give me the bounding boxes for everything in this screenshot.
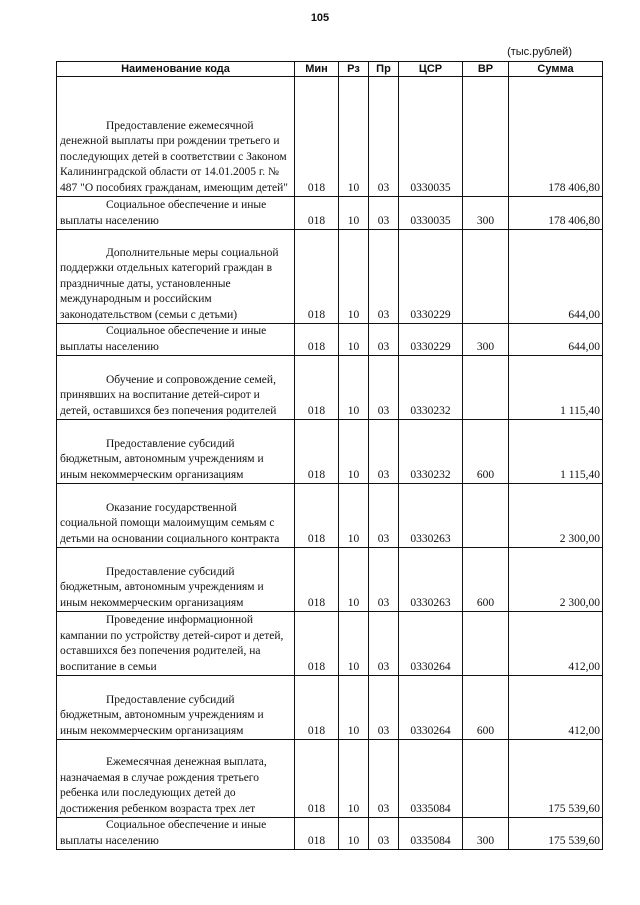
table-row: [57, 740, 603, 818]
row-csr: 0330264: [399, 676, 463, 740]
row-sum: 2 300,00: [509, 548, 603, 612]
row-sum: 2 300,00: [509, 484, 603, 548]
row-min: 018: [295, 77, 339, 197]
row-min: 018: [295, 818, 339, 850]
table-header-row: [57, 62, 603, 77]
row-rz: 10: [339, 77, 369, 197]
row-vr: 300: [463, 818, 509, 850]
row-vr: [463, 484, 509, 548]
row-pr: 03: [369, 484, 399, 548]
row-rz: 10: [339, 420, 369, 484]
row-csr: 0330264: [399, 612, 463, 676]
row-name: Проведение информационной кампании по устройству детей-сирот и детей, оставшихся без попечения родителей, на воспитание в семьи: [57, 612, 295, 676]
row-vr: 300: [463, 197, 509, 230]
row-vr: 600: [463, 420, 509, 484]
row-name: Обучение и сопровождение семей, принявших на воспитание детей-сирот и детей, оставшихся без попечения родителей: [57, 356, 295, 420]
row-vr: 300: [463, 324, 509, 356]
row-vr: 600: [463, 548, 509, 612]
row-vr: [463, 230, 509, 324]
row-sum: 412,00: [509, 612, 603, 676]
row-pr: 03: [369, 356, 399, 420]
row-csr: 0335084: [399, 818, 463, 850]
table-row: [57, 612, 603, 676]
row-csr: 0330229: [399, 324, 463, 356]
row-csr: 0335084: [399, 740, 463, 818]
row-name: Предоставление субсидий бюджетным, автономным учреждениям и иным некоммерческим организациям: [57, 548, 295, 612]
header-rz: Рз: [339, 62, 369, 77]
row-csr: 0330229: [399, 230, 463, 324]
header-min: Мин: [295, 62, 339, 77]
header-vr: ВР: [463, 62, 509, 77]
row-rz: 10: [339, 676, 369, 740]
row-sum: 644,00: [509, 230, 603, 324]
table-row: [57, 818, 603, 850]
row-name: Социальное обеспечение и иные выплаты населению: [57, 197, 295, 230]
row-vr: [463, 356, 509, 420]
table-row: [57, 484, 603, 548]
table-row: [57, 548, 603, 612]
units-label: (тыс.рублей): [507, 46, 572, 58]
row-name: Ежемесячная денежная выплата, назначаемая в случае рождения третьего ребенка или последующих детей до достижения ребенком возраста трех лет: [57, 740, 295, 818]
row-rz: 10: [339, 230, 369, 324]
row-pr: 03: [369, 740, 399, 818]
row-rz: 10: [339, 740, 369, 818]
row-rz: 10: [339, 356, 369, 420]
row-vr: [463, 77, 509, 197]
row-pr: 03: [369, 420, 399, 484]
header-csr: ЦСР: [399, 62, 463, 77]
row-rz: 10: [339, 818, 369, 850]
row-sum: 175 539,60: [509, 818, 603, 850]
row-rz: 10: [339, 548, 369, 612]
row-pr: 03: [369, 324, 399, 356]
budget-table: [56, 61, 603, 850]
row-vr: [463, 612, 509, 676]
table-row: [57, 676, 603, 740]
row-csr: 0330263: [399, 484, 463, 548]
row-pr: 03: [369, 818, 399, 850]
row-rz: 10: [339, 324, 369, 356]
row-pr: 03: [369, 77, 399, 197]
row-min: 018: [295, 230, 339, 324]
row-csr: 0330263: [399, 548, 463, 612]
row-rz: 10: [339, 612, 369, 676]
page-number: 105: [310, 12, 330, 24]
row-min: 018: [295, 484, 339, 548]
header-pr: Пр: [369, 62, 399, 77]
row-name: Предоставление ежемесячной денежной выплаты при рождении третьего и последующих детей в соответствии с Законом Калининградской области от 14.01.2005 г. № 487 "О пособиях гражданам, имеющим детей": [57, 77, 295, 197]
row-min: 018: [295, 612, 339, 676]
row-sum: 1 115,40: [509, 356, 603, 420]
row-csr: 0330232: [399, 420, 463, 484]
row-sum: 178 406,80: [509, 77, 603, 197]
row-pr: 03: [369, 612, 399, 676]
table-row: [57, 77, 603, 197]
row-vr: 600: [463, 676, 509, 740]
row-min: 018: [295, 197, 339, 230]
row-sum: 178 406,80: [509, 197, 603, 230]
row-pr: 03: [369, 230, 399, 324]
table-row: [57, 356, 603, 420]
row-min: 018: [295, 324, 339, 356]
row-pr: 03: [369, 676, 399, 740]
row-csr: 0330232: [399, 356, 463, 420]
row-name: Социальное обеспечение и иные выплаты населению: [57, 818, 295, 850]
row-sum: 644,00: [509, 324, 603, 356]
table-row: [57, 420, 603, 484]
row-csr: 0330035: [399, 197, 463, 230]
table-row: [57, 230, 603, 324]
row-min: 018: [295, 676, 339, 740]
row-name: Предоставление субсидий бюджетным, автономным учреждениям и иным некоммерческим организациям: [57, 420, 295, 484]
row-min: 018: [295, 420, 339, 484]
row-min: 018: [295, 740, 339, 818]
row-pr: 03: [369, 197, 399, 230]
row-sum: 412,00: [509, 676, 603, 740]
header-name: Наименование кода: [57, 62, 295, 77]
row-rz: 10: [339, 484, 369, 548]
header-sum: Сумма: [509, 62, 603, 77]
row-name: Оказание государственной социальной помощи малоимущим семьям с детьми на основании социального контракта: [57, 484, 295, 548]
row-min: 018: [295, 548, 339, 612]
table-row: [57, 197, 603, 230]
row-name: Социальное обеспечение и иные выплаты населению: [57, 324, 295, 356]
row-csr: 0330035: [399, 77, 463, 197]
row-name: Предоставление субсидий бюджетным, автономным учреждениям и иным некоммерческим организациям: [57, 676, 295, 740]
table-row: [57, 324, 603, 356]
row-rz: 10: [339, 197, 369, 230]
row-pr: 03: [369, 548, 399, 612]
row-name: Дополнительные меры социальной поддержки отдельных категорий граждан в праздничные даты, установленные международным и российским законодательством (семьи с детьми): [57, 230, 295, 324]
row-sum: 175 539,60: [509, 740, 603, 818]
row-min: 018: [295, 356, 339, 420]
row-sum: 1 115,40: [509, 420, 603, 484]
row-vr: [463, 740, 509, 818]
